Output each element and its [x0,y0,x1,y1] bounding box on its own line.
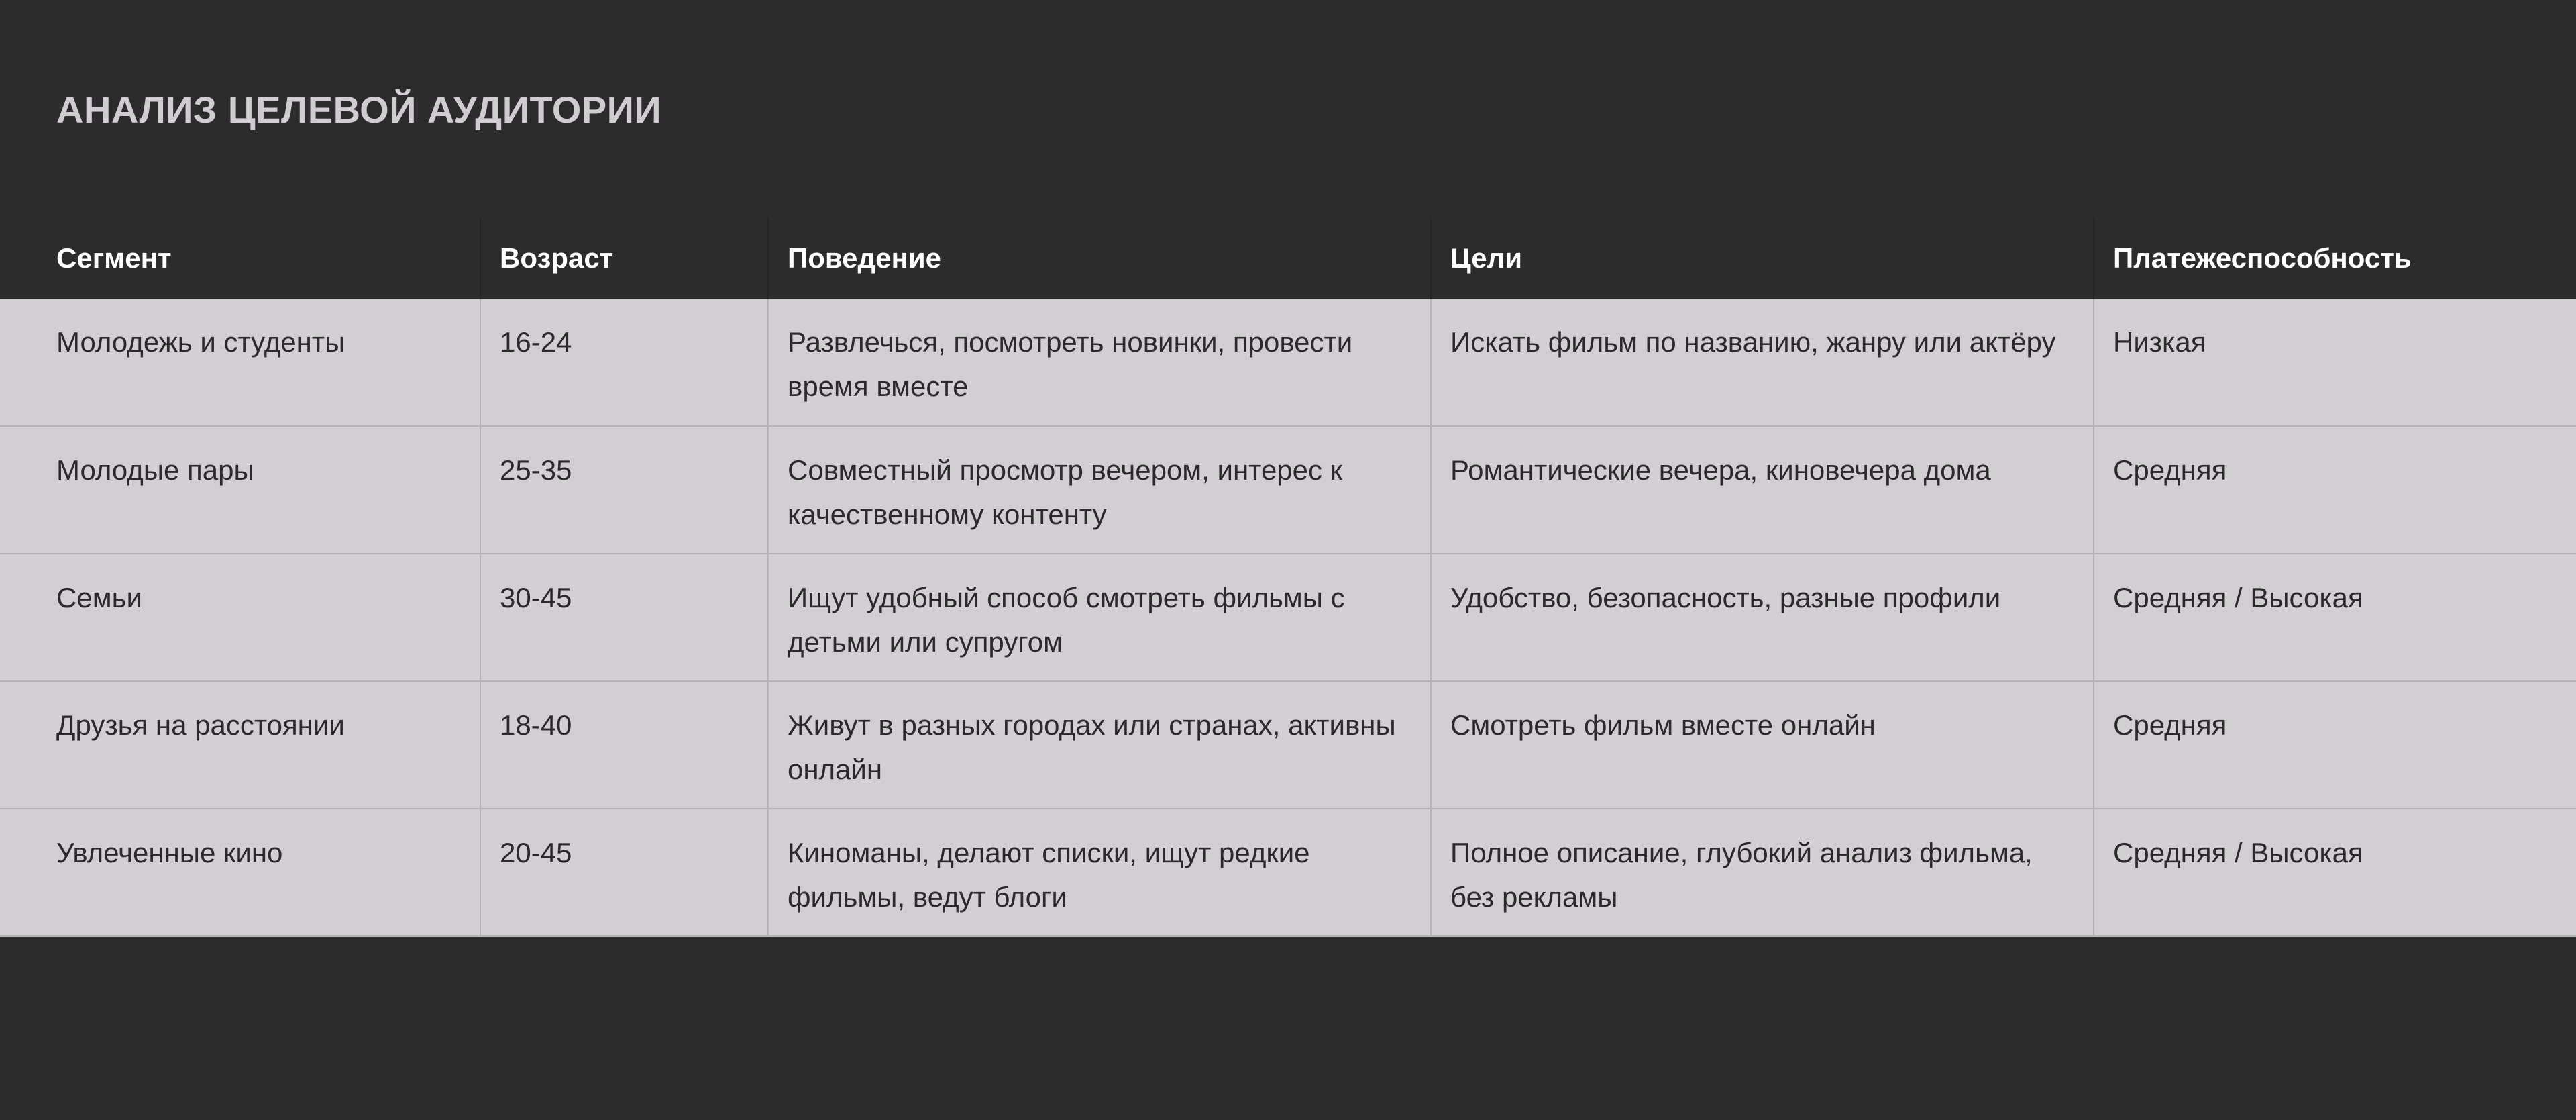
table-row [0,426,2576,554]
cell-behavior: Совместный просмотр вечером, интерес к качественному контенту [768,426,1431,554]
cell-age: 20-45 [480,809,768,936]
cell-behavior: Ищут удобный способ смотреть фильмы с детьми или супругом [768,554,1431,681]
cell-solvency: Низкая [2113,326,2206,358]
table-header [0,217,2576,299]
table-row [0,681,2576,809]
cell-solvency: Средняя / Высокая [2113,582,2363,613]
column-header-behavior: Поведение [768,217,1431,299]
table-row [0,809,2576,936]
cell-segment: Семьи [0,554,480,681]
column-header-goals: Цели [1431,217,2094,299]
cell-solvency: Средняя [2113,709,2227,741]
cell-solvency: Средняя [2113,454,2227,486]
cell-age: 16-24 [480,299,768,426]
cell-segment: Увлеченные кино [0,809,480,936]
column-header-age: Возраст [480,217,768,299]
audience-table [0,217,2576,937]
table-row [0,299,2576,426]
table-row [0,554,2576,681]
cell-age: 18-40 [480,681,768,809]
table-header-row [0,217,2576,299]
cell-solvency: Средняя / Высокая [2113,837,2363,868]
cell-age: 30-45 [480,554,768,681]
cell-behavior: Развлечься, посмотреть новинки, провести время вместе [768,299,1431,426]
cell-goals: Искать фильм по названию, жанру или актёру [1431,299,2094,426]
cell-goals: Романтические вечера, киновечера дома [1431,426,2094,554]
cell-segment: Молодежь и студенты [0,299,480,426]
cell-segment: Друзья на расстоянии [0,681,480,809]
table-body [0,299,2576,936]
column-header-solvency: Платежеспособность [2113,242,2412,274]
cell-goals: Полное описание, глубокий анализ фильма, без рекламы [1431,809,2094,936]
cell-behavior: Живут в разных городах или странах, активны онлайн [768,681,1431,809]
cell-goals: Смотреть фильм вместе онлайн [1431,681,2094,809]
cell-behavior: Киноманы, делают списки, ищут редкие фильмы, ведут блоги [768,809,1431,936]
page-title: АНАЛИЗ ЦЕЛЕВОЙ АУДИТОРИИ [56,89,662,131]
cell-age: 25-35 [480,426,768,554]
cell-goals: Удобство, безопасность, разные профили [1431,554,2094,681]
cell-segment: Молодые пары [0,426,480,554]
column-header-segment: Сегмент [0,217,480,299]
